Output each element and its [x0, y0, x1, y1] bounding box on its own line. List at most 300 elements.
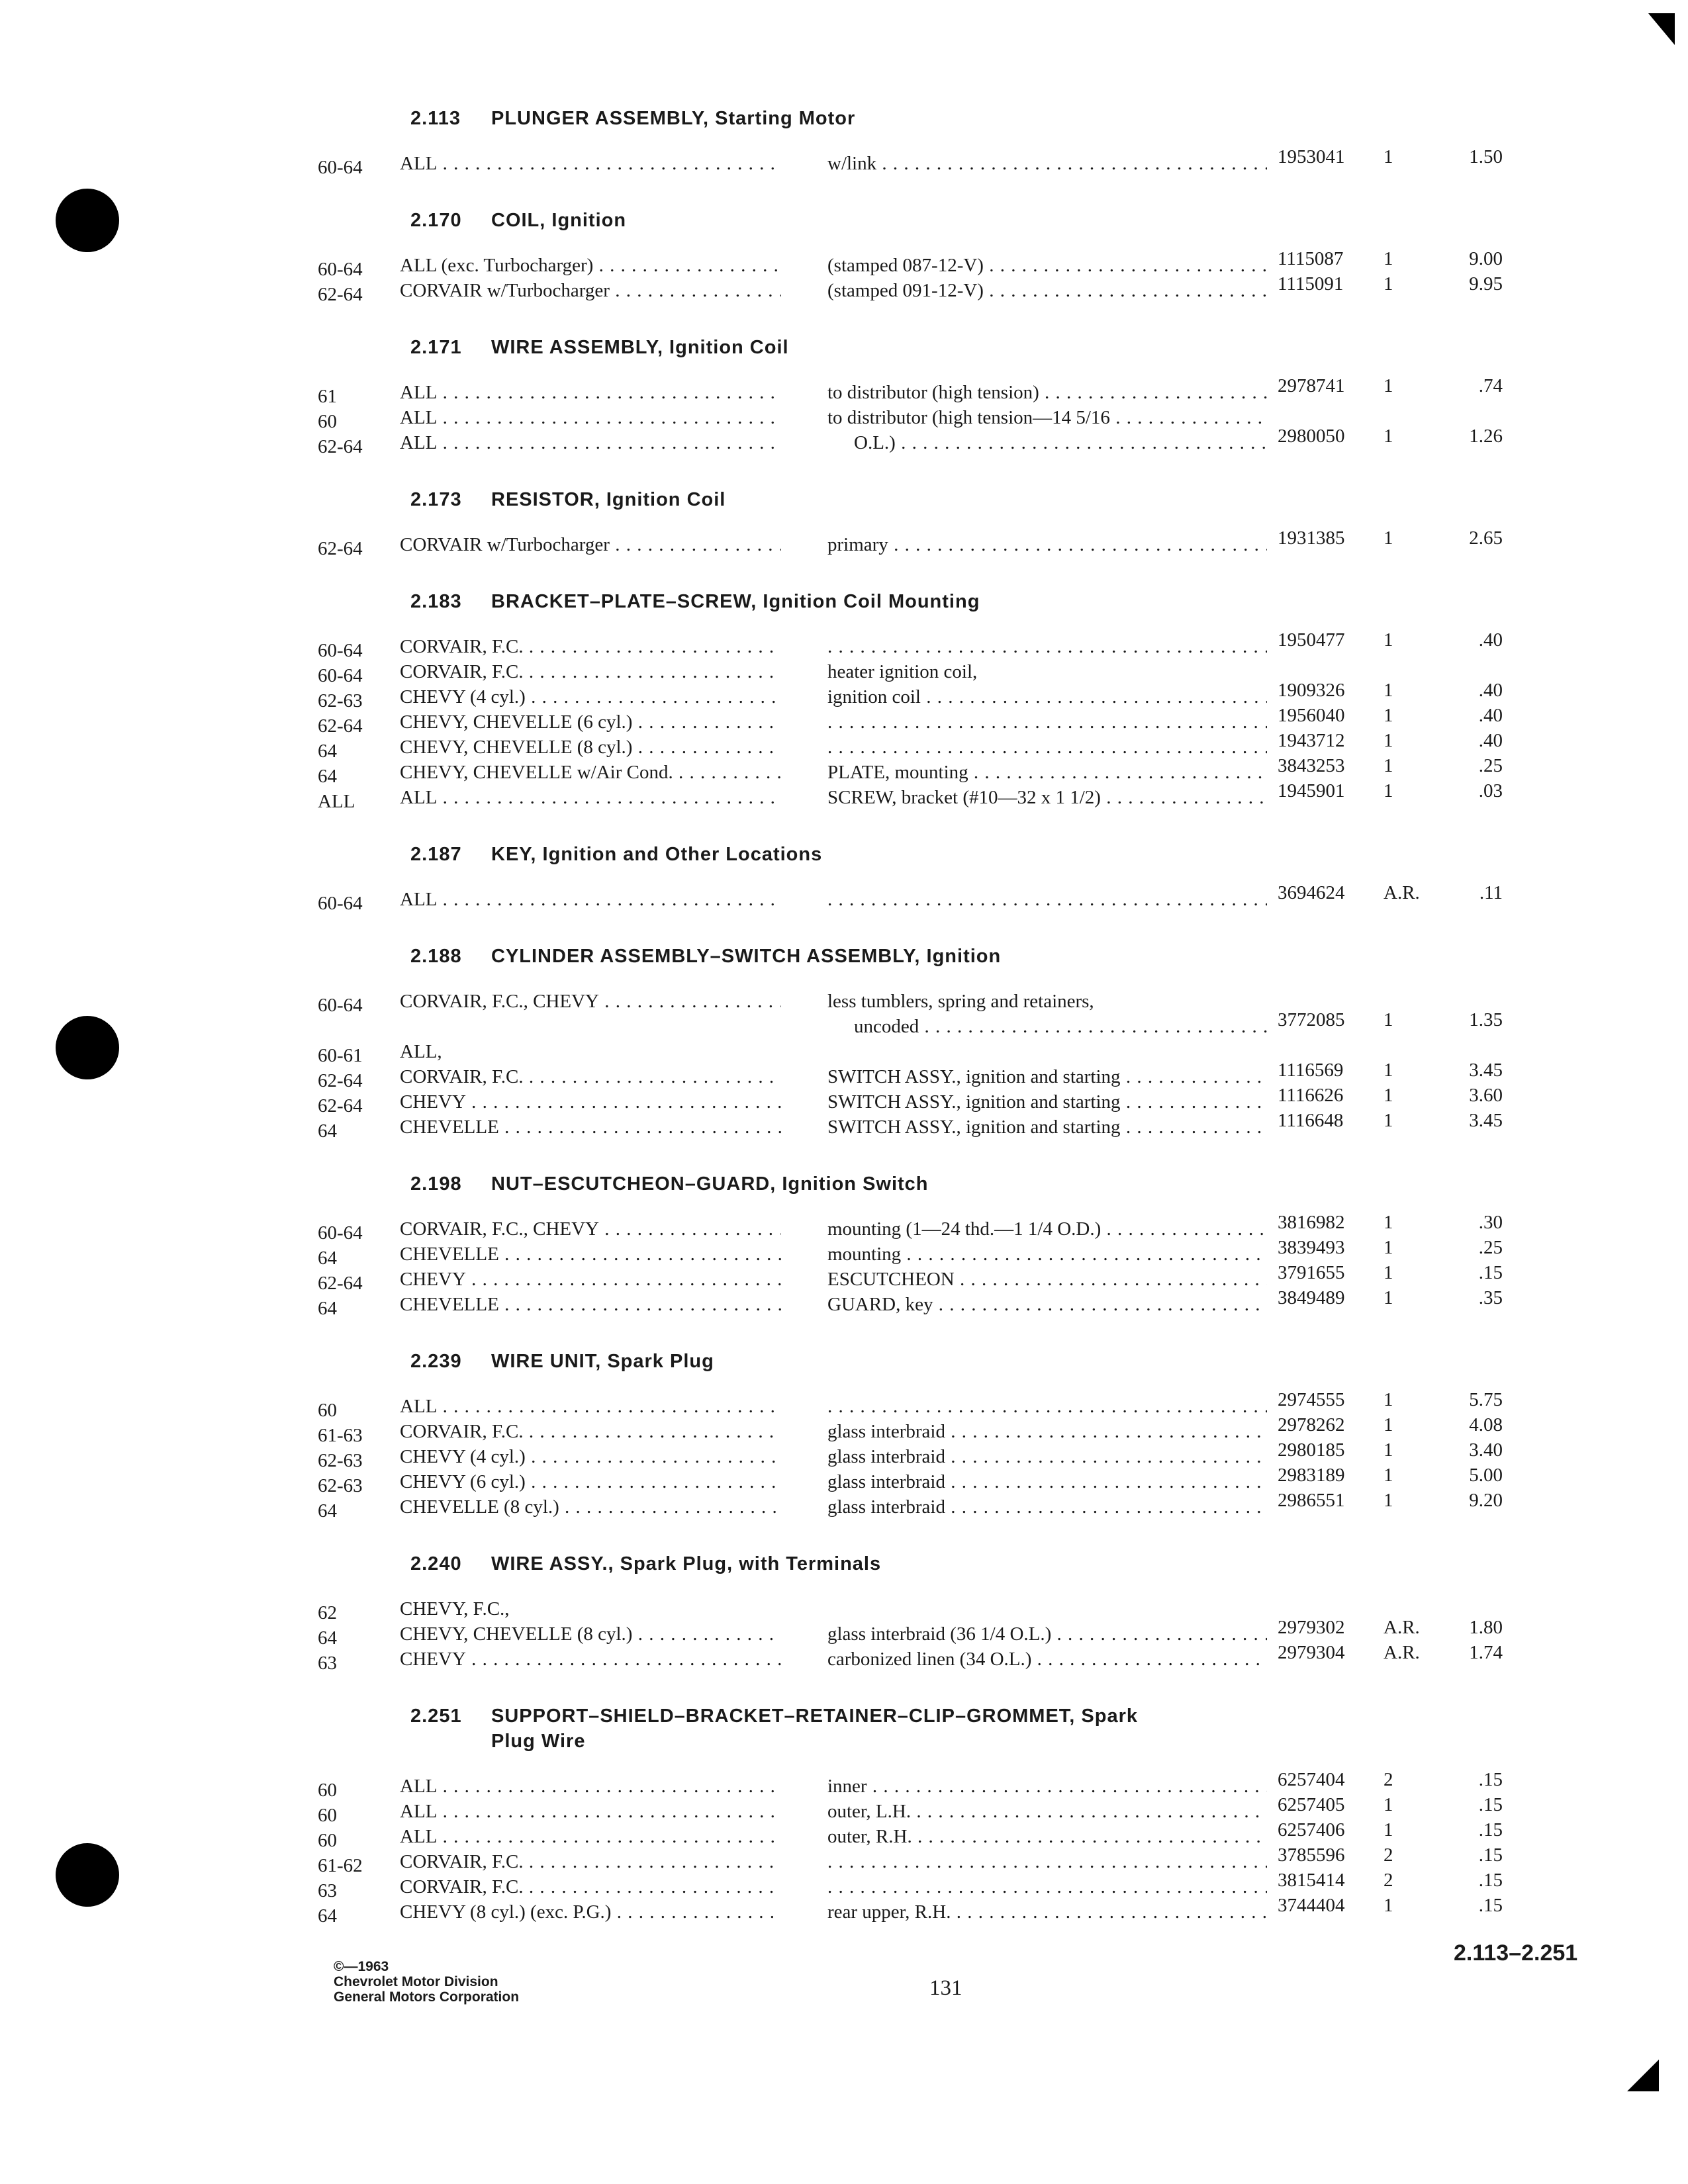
part-row: [318, 1009, 1509, 1039]
description-text: carbonized linen (34 O.L.) . . .: [827, 1649, 1267, 1670]
part-description: [827, 1874, 1267, 1899]
part-row: [318, 1642, 1509, 1674]
part-description: [827, 1242, 1267, 1267]
copyright-line: ©—1963: [334, 1959, 389, 1974]
part-number: 1115091: [1278, 273, 1344, 295]
list-price: 1.50: [1469, 146, 1503, 167]
model-years: 64: [318, 1905, 337, 1927]
quantity: 1: [1383, 1287, 1393, 1308]
model-years: 60-64: [318, 893, 363, 914]
part-number: 3839493: [1278, 1237, 1345, 1258]
vehicle-text: CHEVY, F.C.,: [400, 1598, 510, 1619]
quantity: 1: [1383, 1009, 1393, 1030]
part-number: 3849489: [1278, 1287, 1345, 1308]
model-years: 62-64: [318, 1070, 363, 1091]
model-years: 62-63: [318, 1450, 363, 1471]
part-description: [827, 1115, 1267, 1140]
part-number: 3694624: [1278, 882, 1345, 903]
part-number: 1116626: [1278, 1085, 1344, 1106]
description-text: (stamped 087-12-V) . . .: [827, 255, 1267, 276]
description-text: (stamped 091-12-V) . . .: [827, 280, 1267, 301]
part-description: [827, 1419, 1267, 1444]
section-title: WIRE ASSY., Spark Plug, with Terminals: [491, 1553, 882, 1574]
part-description: [827, 659, 1267, 684]
list-price: 9.20: [1469, 1490, 1503, 1511]
vehicle-text: ALL (exc. Turbocharger) . . .: [400, 255, 781, 276]
model-years: 64: [318, 741, 337, 762]
quantity: 1: [1383, 1439, 1393, 1461]
publisher-credit: [334, 1959, 519, 2005]
part-number: 1953041: [1278, 146, 1345, 167]
model-years: 64: [318, 1298, 337, 1319]
part-number: 3815414: [1278, 1870, 1345, 1891]
vehicle-application: [400, 735, 781, 760]
vehicle-application: [400, 532, 781, 557]
part-description: [827, 1014, 1267, 1039]
model-years: 62: [318, 1602, 337, 1623]
part-number: 2974555: [1278, 1389, 1345, 1410]
part-description: [827, 709, 1267, 735]
model-years: 64: [318, 1120, 337, 1142]
description-text: [827, 1876, 1267, 1897]
catalog-section: [318, 1551, 1509, 1672]
list-price: .11: [1479, 882, 1503, 903]
description-text: ESCUTCHEON . . .: [827, 1269, 1267, 1290]
vehicle-text: CHEVELLE . . .: [400, 1294, 781, 1315]
quantity: 1: [1383, 375, 1393, 396]
quantity: 1: [1383, 680, 1393, 701]
list-price: 3.45: [1469, 1110, 1503, 1131]
quantity: 1: [1383, 1212, 1393, 1233]
vehicle-text: CHEVY, CHEVELLE (8 cyl.) . . .: [400, 737, 781, 758]
vehicle-application: [400, 1064, 781, 1089]
vehicle-text: CORVAIR, F.C. . . .: [400, 636, 781, 657]
vehicle-text: CORVAIR, F.C., CHEVY . . .: [400, 991, 781, 1012]
part-number: 3816982: [1278, 1212, 1345, 1233]
part-row: [318, 273, 1509, 305]
part-description: [827, 634, 1267, 659]
part-description: [827, 1494, 1267, 1520]
section-number: 2.240: [410, 1553, 462, 1574]
quantity: 1: [1383, 1414, 1393, 1435]
vehicle-application: [400, 1242, 781, 1267]
list-price: 1.35: [1469, 1009, 1503, 1030]
vehicle-application: [400, 253, 781, 278]
vehicle-application: [400, 1824, 781, 1849]
part-row: [318, 375, 1509, 407]
part-number: 2979302: [1278, 1617, 1345, 1638]
vehicle-application: [400, 760, 781, 785]
list-price: .74: [1478, 375, 1503, 396]
vehicle-application: [400, 278, 781, 303]
part-description: [827, 380, 1267, 405]
vehicle-application: [400, 1394, 781, 1419]
part-number: 1943712: [1278, 730, 1345, 751]
description-text: outer, R.H. . . .: [827, 1826, 1267, 1847]
quantity: 1: [1383, 1262, 1393, 1283]
part-number: 2983189: [1278, 1465, 1345, 1486]
description-text: [827, 1396, 1267, 1417]
division-line: Chevrolet Motor Division: [334, 1974, 498, 1989]
model-years: 60: [318, 1830, 337, 1851]
vehicle-application: [400, 785, 781, 810]
quantity: 1: [1383, 1794, 1393, 1815]
catalog-section: [318, 487, 1509, 557]
part-description: [827, 760, 1267, 785]
part-description: [827, 1799, 1267, 1824]
part-description: [827, 684, 1267, 709]
part-description: [827, 1444, 1267, 1469]
part-description: [827, 1064, 1267, 1089]
part-description: [827, 1824, 1267, 1849]
part-number: 2980050: [1278, 426, 1345, 447]
vehicle-text: ALL,: [400, 1041, 442, 1062]
description-text: [827, 737, 1267, 758]
vehicle-text: ALL . . .: [400, 1396, 781, 1417]
list-price: .15: [1478, 1769, 1503, 1790]
page-range: 2.113–2.251: [1454, 1940, 1578, 1966]
vehicle-application: [400, 1596, 781, 1621]
part-row: [318, 426, 1509, 457]
vehicle-text: ALL . . .: [400, 382, 781, 403]
quantity: 1: [1383, 273, 1393, 295]
description-text: inner . . .: [827, 1776, 1267, 1797]
vehicle-text: CORVAIR, F.C. . . .: [400, 1066, 781, 1087]
vehicle-application: [400, 405, 781, 430]
model-years: 64: [318, 1627, 337, 1649]
quantity: 1: [1383, 1819, 1393, 1841]
section-number: 2.183: [410, 591, 462, 612]
vehicle-application: [400, 1267, 781, 1292]
part-description: [827, 1774, 1267, 1799]
part-row: [318, 146, 1509, 178]
vehicle-text: CHEVY (6 cyl.) . . .: [400, 1471, 781, 1492]
vehicle-application: [400, 1115, 781, 1140]
quantity: 1: [1383, 780, 1393, 801]
vehicle-application: [400, 1444, 781, 1469]
description-text: ignition coil . . .: [827, 686, 1267, 707]
quantity: A.R.: [1383, 1642, 1420, 1663]
quantity: 1: [1383, 146, 1393, 167]
description-text: less tumblers, spring and retainers,: [827, 991, 1094, 1012]
list-price: 2.65: [1469, 527, 1503, 549]
vehicle-text: CHEVY (8 cyl.) (exc. P.G.) . . .: [400, 1901, 781, 1923]
description-text: glass interbraid . . .: [827, 1471, 1267, 1492]
quantity: 1: [1383, 527, 1393, 549]
description-text: glass interbraid (36 1/4 O.L.) . . .: [827, 1623, 1267, 1645]
section-title: COIL, Ignition: [491, 210, 627, 231]
part-row: [318, 1110, 1509, 1142]
list-price: .15: [1478, 1895, 1503, 1916]
vehicle-application: [400, 1874, 781, 1899]
vehicle-application: [400, 1292, 781, 1317]
part-description: [827, 1647, 1267, 1672]
quantity: 1: [1383, 1110, 1393, 1131]
part-row: [318, 1895, 1509, 1927]
section-title: NUT–ESCUTCHEON–GUARD, Ignition Switch: [491, 1173, 929, 1195]
part-number: 3791655: [1278, 1262, 1345, 1283]
description-text: uncoded . . .: [854, 1016, 1267, 1037]
vehicle-text: CHEVY . . .: [400, 1269, 781, 1290]
vehicle-text: ALL . . .: [400, 432, 781, 453]
list-price: .15: [1478, 1262, 1503, 1283]
part-number: 2979304: [1278, 1642, 1345, 1663]
part-number: 1950477: [1278, 629, 1345, 651]
vehicle-text: CORVAIR, F.C. . . .: [400, 1876, 781, 1897]
quantity: 1: [1383, 1465, 1393, 1486]
model-years: 62-64: [318, 538, 363, 559]
catalog-section: [318, 944, 1509, 1140]
vehicle-application: [400, 1469, 781, 1494]
description-text: heater ignition coil,: [827, 661, 978, 682]
vehicle-text: CORVAIR, F.C. . . .: [400, 661, 781, 682]
quantity: 1: [1383, 1389, 1393, 1410]
list-price: 1.80: [1469, 1617, 1503, 1638]
vehicle-text: CHEVY (4 cyl.) . . .: [400, 1446, 781, 1467]
vehicle-text: CHEVY . . .: [400, 1091, 781, 1113]
section-title: CYLINDER ASSEMBLY–SWITCH ASSEMBLY, Ignition: [491, 946, 1002, 967]
part-description: [827, 405, 1267, 430]
quantity: 1: [1383, 730, 1393, 751]
vehicle-text: CORVAIR w/Turbocharger . . .: [400, 280, 781, 301]
section-heading: [410, 1704, 1509, 1754]
description-text: to distributor (high tension) . . .: [827, 382, 1267, 403]
part-description: [827, 1394, 1267, 1419]
vehicle-application: [400, 989, 781, 1014]
list-price: .35: [1478, 1287, 1503, 1308]
model-years: 62-64: [318, 1273, 363, 1294]
binder-hole-bottom: [56, 1843, 119, 1907]
description-text: [827, 889, 1267, 910]
vehicle-application: [400, 1494, 781, 1520]
model-years: 60-64: [318, 995, 363, 1016]
section-heading: [410, 208, 1509, 233]
description-text: mounting . . .: [827, 1244, 1267, 1265]
list-price: 1.26: [1469, 426, 1503, 447]
vehicle-text: ALL . . .: [400, 1826, 781, 1847]
list-price: .15: [1478, 1794, 1503, 1815]
catalog-section: [318, 1171, 1509, 1317]
model-years: 64: [318, 1500, 337, 1522]
quantity: 1: [1383, 1237, 1393, 1258]
list-price: .40: [1478, 730, 1503, 751]
part-description: [827, 1899, 1267, 1925]
vehicle-text: ALL . . .: [400, 889, 781, 910]
description-text: [827, 711, 1267, 733]
part-description: [827, 735, 1267, 760]
part-row: [318, 1490, 1509, 1522]
description-text: glass interbraid . . .: [827, 1421, 1267, 1442]
vehicle-text: ALL . . .: [400, 1776, 781, 1797]
part-row: [318, 1287, 1509, 1319]
description-text: [827, 636, 1267, 657]
list-price: 5.00: [1469, 1465, 1503, 1486]
vehicle-text: ALL . . .: [400, 153, 781, 174]
section-number: 2.239: [410, 1351, 462, 1372]
vehicle-application: [400, 634, 781, 659]
quantity: 1: [1383, 629, 1393, 651]
vehicle-application: [400, 684, 781, 709]
description-text: [827, 1851, 1267, 1872]
vehicle-application: [400, 1774, 781, 1799]
list-price: 3.60: [1469, 1085, 1503, 1106]
part-description: [827, 278, 1267, 303]
model-years: 60: [318, 1400, 337, 1421]
part-description: [827, 430, 1267, 455]
part-description: [827, 151, 1267, 176]
quantity: 1: [1383, 426, 1393, 447]
part-number: 1116569: [1278, 1060, 1344, 1081]
part-description: [827, 532, 1267, 557]
description-text: w/link . . .: [827, 153, 1267, 174]
page-number: 131: [929, 1976, 962, 2000]
vehicle-application: [400, 1899, 781, 1925]
description-text: glass interbraid . . .: [827, 1496, 1267, 1518]
vehicle-text: ALL . . .: [400, 407, 781, 428]
quantity: 2: [1383, 1844, 1393, 1866]
section-number: 2.188: [410, 946, 462, 967]
model-years: 60: [318, 411, 337, 432]
binder-hole-top: [56, 189, 119, 252]
list-price: 4.08: [1469, 1414, 1503, 1435]
model-years: 60-64: [318, 259, 363, 280]
part-description: [827, 989, 1267, 1014]
vehicle-application: [400, 1621, 781, 1647]
description-text: primary . . .: [827, 534, 1267, 555]
list-price: 3.40: [1469, 1439, 1503, 1461]
vehicle-text: CHEVY, CHEVELLE (8 cyl.) . . .: [400, 1623, 781, 1645]
description-text: SWITCH ASSY., ignition and starting . . .: [827, 1066, 1267, 1087]
section-number: 2.187: [410, 844, 462, 865]
vehicle-text: ALL . . .: [400, 1801, 781, 1822]
description-text: O.L.) . . .: [854, 432, 1267, 453]
quantity: 1: [1383, 248, 1393, 269]
model-years: 61: [318, 386, 337, 407]
list-price: .40: [1478, 629, 1503, 651]
part-description: [827, 1849, 1267, 1874]
list-price: .15: [1478, 1819, 1503, 1841]
vehicle-application: [400, 1039, 781, 1064]
catalog-section: [318, 842, 1509, 912]
list-price: 1.74: [1469, 1642, 1503, 1663]
corner-mark-top-right: [1648, 13, 1675, 45]
part-description: [827, 253, 1267, 278]
vehicle-text: CHEVY, CHEVELLE (6 cyl.) . . .: [400, 711, 781, 733]
model-years: 64: [318, 766, 337, 787]
vehicle-text: CHEVELLE . . .: [400, 1244, 781, 1265]
model-years: 62-64: [318, 284, 363, 305]
part-number: 3785596: [1278, 1844, 1345, 1866]
quantity: 2: [1383, 1870, 1393, 1891]
description-text: rear upper, R.H. . . .: [827, 1901, 1267, 1923]
section-heading: [410, 1171, 1509, 1197]
section-number: 2.171: [410, 337, 462, 358]
part-number: 1931385: [1278, 527, 1345, 549]
catalog-section: [318, 589, 1509, 810]
list-price: .25: [1478, 1237, 1503, 1258]
catalog-section: [318, 208, 1509, 303]
vehicle-text: CHEVELLE . . .: [400, 1116, 781, 1138]
section-title: BRACKET–PLATE–SCREW, Ignition Coil Mounting: [491, 591, 980, 612]
list-price: 5.75: [1469, 1389, 1503, 1410]
section-heading: [410, 487, 1509, 512]
vehicle-application: [400, 151, 781, 176]
part-description: [827, 1089, 1267, 1115]
list-price: .15: [1478, 1870, 1503, 1891]
part-row: [318, 629, 1509, 661]
quantity: 1: [1383, 1060, 1393, 1081]
part-number: 3843253: [1278, 755, 1345, 776]
vehicle-text: CORVAIR, F.C. . . .: [400, 1421, 781, 1442]
list-price: 3.45: [1469, 1060, 1503, 1081]
part-number: 2986551: [1278, 1490, 1345, 1511]
section-heading: [410, 589, 1509, 614]
description-text: SWITCH ASSY., ignition and starting . . .: [827, 1091, 1267, 1113]
description-text: PLATE, mounting . . .: [827, 762, 1267, 783]
part-number: 2980185: [1278, 1439, 1345, 1461]
list-price: .40: [1478, 680, 1503, 701]
quantity: 1: [1383, 1490, 1393, 1511]
model-years: 64: [318, 1248, 337, 1269]
vehicle-application: [400, 1647, 781, 1672]
description-text: to distributor (high tension—14 5/16 . . .: [827, 407, 1267, 428]
vehicle-text: ALL . . .: [400, 787, 781, 808]
section-heading: [410, 944, 1509, 969]
list-price: 9.00: [1469, 248, 1503, 269]
part-number: 1115087: [1278, 248, 1344, 269]
quantity: A.R.: [1383, 882, 1420, 903]
vehicle-application: [400, 1799, 781, 1824]
vehicle-application: [400, 1216, 781, 1242]
list-price: .25: [1478, 755, 1503, 776]
vehicle-application: [400, 380, 781, 405]
vehicle-text: CORVAIR, F.C., CHEVY . . .: [400, 1218, 781, 1240]
model-years: 61-62: [318, 1855, 363, 1876]
section-number: 2.170: [410, 210, 462, 231]
catalog-section: [318, 106, 1509, 176]
catalog-section: [318, 335, 1509, 455]
section-number: 2.173: [410, 489, 462, 510]
quantity: 1: [1383, 755, 1393, 776]
part-row: [318, 882, 1509, 914]
vehicle-application: [400, 430, 781, 455]
model-years: ALL: [318, 791, 355, 812]
part-number: 3772085: [1278, 1009, 1345, 1030]
quantity: 2: [1383, 1769, 1393, 1790]
part-description: [827, 785, 1267, 810]
vehicle-text: CHEVY, CHEVELLE w/Air Cond. . . .: [400, 762, 781, 783]
model-years: 63: [318, 1653, 337, 1674]
vehicle-text: CHEVY . . .: [400, 1649, 781, 1670]
vehicle-text: CORVAIR, F.C. . . .: [400, 1851, 781, 1872]
part-number: 2978262: [1278, 1414, 1345, 1435]
vehicle-application: [400, 1089, 781, 1115]
part-number: 1956040: [1278, 705, 1345, 726]
section-heading: [410, 1349, 1509, 1374]
model-years: 62-63: [318, 690, 363, 711]
description-text: glass interbraid . . .: [827, 1446, 1267, 1467]
section-number: 2.198: [410, 1173, 462, 1195]
part-description: [827, 1292, 1267, 1317]
part-description: [827, 1621, 1267, 1647]
model-years: 60-64: [318, 1222, 363, 1244]
description-text: SWITCH ASSY., ignition and starting . . .: [827, 1116, 1267, 1138]
section-title: WIRE ASSEMBLY, Ignition Coil: [491, 337, 789, 358]
binder-hole-middle: [56, 1016, 119, 1079]
part-description: [827, 1469, 1267, 1494]
vehicle-text: CHEVY (4 cyl.) . . .: [400, 686, 781, 707]
model-years: 60-64: [318, 640, 363, 661]
